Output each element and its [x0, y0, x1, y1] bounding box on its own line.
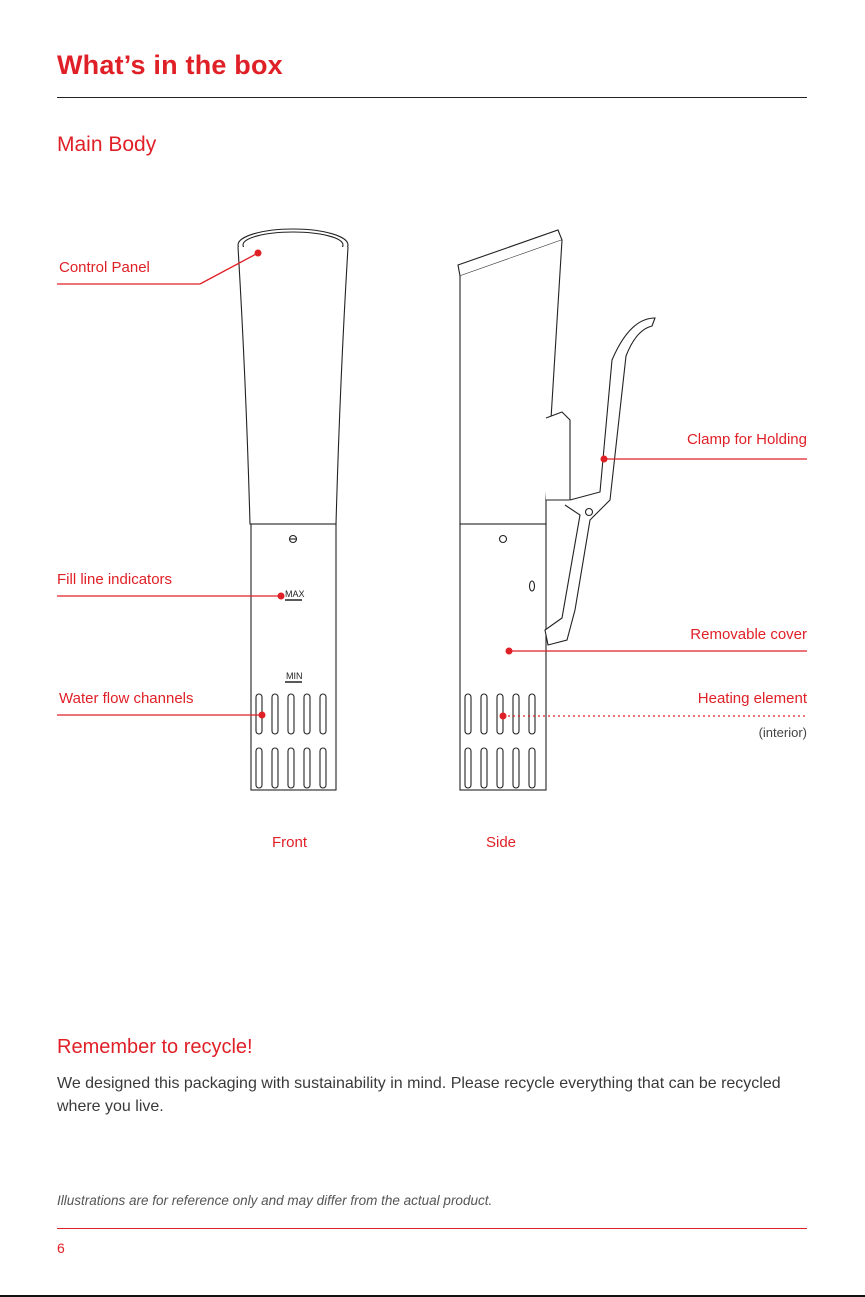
recycle-heading: Remember to recycle!	[57, 1036, 253, 1058]
side-view-illustration	[458, 230, 655, 790]
min-marking: MIN	[286, 671, 303, 681]
callout-control-panel: Control Panel	[59, 259, 150, 276]
disclaimer: Illustrations are for reference only and may differ from the actual product.	[57, 1193, 493, 1208]
recycle-body: We designed this packaging with sustainability in mind. Please recycle everything that can be recycled where you live.	[57, 1075, 781, 1115]
view-label-side: Side	[486, 834, 517, 851]
removable-cover-leader	[506, 648, 808, 655]
callout-clamp: Clamp for Holding	[686, 431, 807, 448]
fill-line-leader	[57, 593, 285, 600]
front-view-illustration	[238, 229, 348, 790]
footer-divider	[57, 1228, 807, 1229]
page-title: What’s in the box	[57, 50, 283, 80]
callout-removable-cover: Removable cover	[690, 626, 807, 643]
page-number: 6	[57, 1240, 65, 1256]
callout-heating-element: Heating element	[697, 690, 807, 707]
view-label-front: Front	[272, 834, 308, 851]
callout-fill-line: Fill line indicators	[57, 571, 173, 588]
section-title: Main Body	[57, 133, 157, 156]
water-flow-leader	[57, 712, 266, 719]
clamp-leader	[601, 456, 808, 463]
callout-water-flow: Water flow channels	[59, 690, 194, 707]
callout-heating-note: (interior)	[758, 725, 807, 740]
max-marking: MAX	[285, 589, 305, 599]
